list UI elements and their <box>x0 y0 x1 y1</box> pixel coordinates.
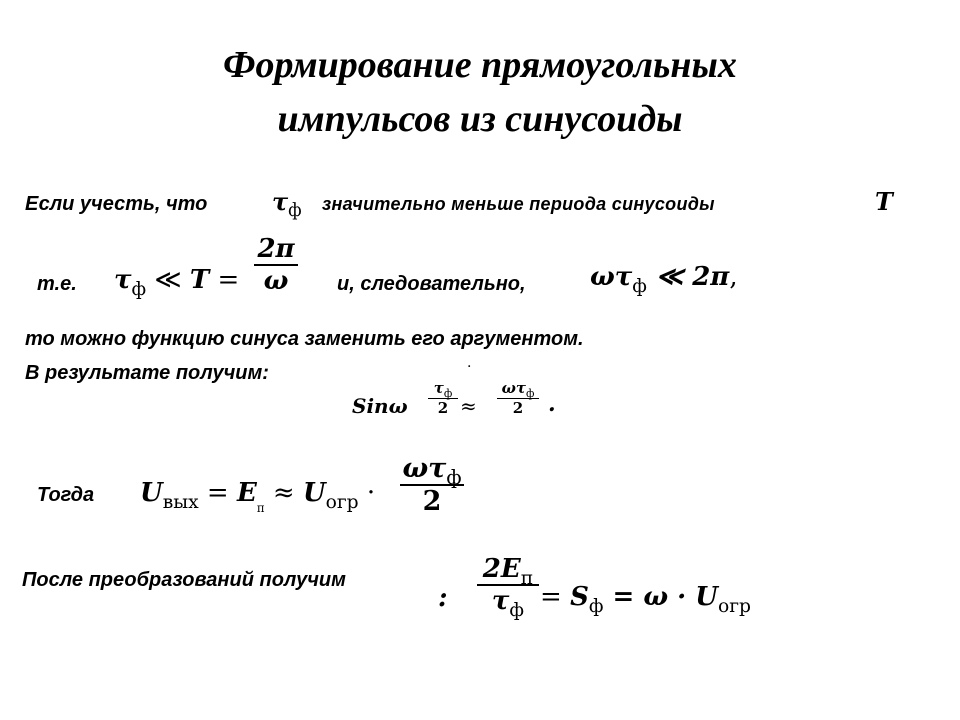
tau-subscript: ф <box>632 275 647 297</box>
text-and-therefore: и, следовательно, <box>337 273 526 295</box>
formula-tau-ll-T <box>114 265 240 300</box>
text-replace-sine: то можно функцию синуса заменить его аргументом. <box>25 328 584 350</box>
e-symbol: E <box>236 478 257 508</box>
text-if-consider: Если учесть, что <box>25 193 208 215</box>
formula-S-equals <box>540 582 752 617</box>
tau-symbol: τ <box>272 187 289 216</box>
fraction-numerator <box>497 379 539 400</box>
fraction-denominator: ω <box>263 266 289 296</box>
dot-operator: · <box>358 478 376 508</box>
fraction-denominator: 2 <box>437 399 449 417</box>
tau-subscript: ф <box>131 278 147 300</box>
text-then: Тогда <box>37 484 95 506</box>
fraction-denominator <box>477 586 539 621</box>
fraction-numerator: 2π <box>257 234 295 264</box>
u-symbol: U <box>140 478 163 508</box>
u-symbol: U <box>695 582 718 612</box>
fraction-numerator <box>428 379 458 400</box>
fraction-denominator: 2 <box>422 486 442 517</box>
tau-subscript: ф <box>443 386 453 400</box>
equals-sign: = <box>198 478 237 508</box>
u-subscript: огр <box>325 491 359 513</box>
comma: , <box>729 262 738 292</box>
approx-sign: ≈ <box>460 394 477 418</box>
much-less-2pi: ≪ 2π <box>646 262 730 292</box>
tau-subscript: ф <box>288 201 302 222</box>
title-line-1: Формирование прямоугольных <box>223 44 737 86</box>
small-dot: · <box>467 359 472 375</box>
text-after-transforms: После преобразований получим <box>22 569 346 591</box>
much-less-sign: ≪ <box>146 265 190 295</box>
e-subscript: п <box>256 500 265 515</box>
omega-tau: ωτ <box>402 453 447 484</box>
tau-subscript: ф <box>525 386 535 400</box>
fraction-denominator: 2 <box>512 399 524 417</box>
equals-sign: = <box>209 265 240 295</box>
u-subscript: вых <box>162 491 199 513</box>
text-as-result: В результате получим: <box>25 362 269 384</box>
slide-title <box>0 38 960 146</box>
formula-T: T <box>875 187 893 216</box>
omega-tau: ωτ <box>590 262 633 292</box>
fraction-2pi-over-omega <box>254 236 298 294</box>
tau-subscript: ф <box>509 599 525 621</box>
tau-symbol: τ <box>433 379 444 397</box>
two-e: 2E <box>482 554 521 584</box>
fraction-numerator <box>477 554 539 589</box>
text-ie: т.е. <box>37 273 77 295</box>
fraction-omega-tau-over-2 <box>497 381 539 416</box>
e-subscript: п <box>520 567 534 589</box>
s-subscript: ф <box>588 595 604 617</box>
approx-sign: ≈ <box>264 478 303 508</box>
fraction-numerator <box>400 453 464 489</box>
title-line-2: импульсов из синусоиды <box>277 98 683 140</box>
formula-tau-f <box>272 187 302 222</box>
fraction-omega-tau-over-2-large <box>400 455 464 515</box>
fraction-tau-over-2 <box>428 381 458 416</box>
period-symbol: T <box>189 265 210 295</box>
formula-omega-tau-ll-2pi <box>590 262 738 297</box>
omega-tau: ωτ <box>501 379 526 397</box>
colon-sign: : <box>438 583 448 613</box>
tau-symbol: τ <box>491 586 510 616</box>
text-much-less-period: значительно меньше периода синусоиды <box>322 194 715 214</box>
tau-symbol: τ <box>114 265 132 295</box>
tau-subscript: ф <box>446 465 462 489</box>
u-subscript: огр <box>717 595 752 617</box>
equals-omega-dot: = ω · <box>603 582 696 612</box>
fraction-2e-over-tau <box>477 554 539 621</box>
formula-period: . <box>548 391 556 417</box>
equals-sign: = <box>540 582 571 612</box>
formula-u-out <box>140 478 376 515</box>
u-symbol: U <box>302 478 326 508</box>
formula-sin-omega: Sinω <box>352 394 408 418</box>
s-symbol: S <box>570 582 589 612</box>
